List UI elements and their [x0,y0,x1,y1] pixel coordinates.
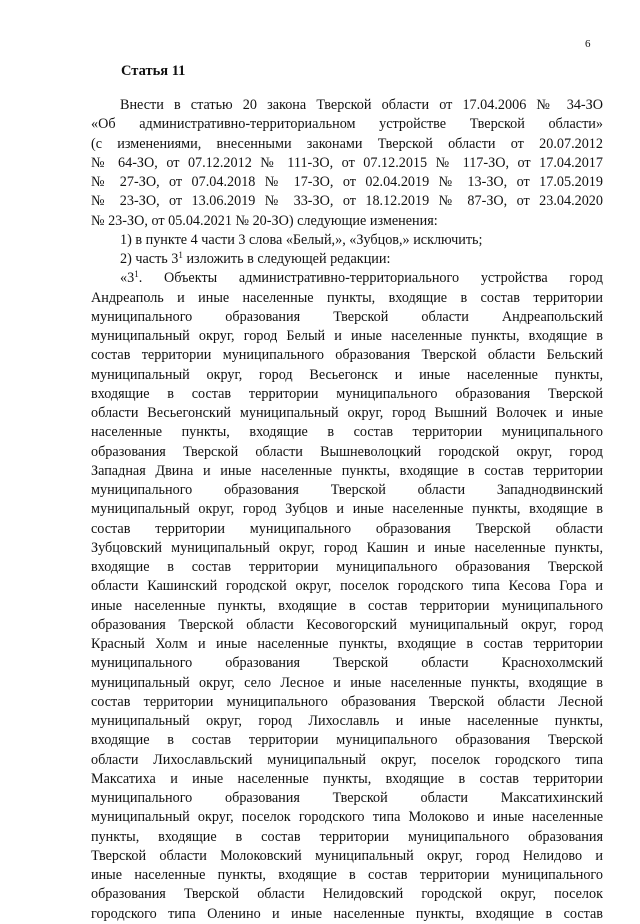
article-body [91,96,603,924]
text-line: образования Тверской области Нелидовский городской округ, поселок [91,886,603,903]
text-line: муниципального образования Тверской области Андреапольский [91,308,603,325]
text-line: Максатиха и иные населенные пункты, входящие в состав территории [91,770,603,787]
text-line: муниципальный округ, город Лихославль и иные населенные пункты, [91,713,603,729]
text-line: входящие в состав территории муниципального образования Тверской [91,385,603,402]
text-line: 1) в пункте 4 части 3 слова «Белый,», «Зубцов,» исключить; [120,231,483,248]
text-line: муниципального образования Тверской области Максатихинский [91,790,603,806]
text-line: муниципального образования Тверской области Западнодвинский [91,482,603,498]
text-line: муниципальный округ, город Зубцов и иные населенные пункты, входящие в [91,501,603,518]
text-line: образования Тверской области Вышневолоцкий городской округ, город [91,443,603,460]
page-number: 6 [585,38,591,50]
text-line: пункты, входящие в состав территории муниципального образования [91,828,603,845]
text-line: муниципального образования Тверской области Краснохолмский [91,655,603,672]
text-line: состав территории муниципального образования Тверской области Бельский [91,347,603,364]
text-line: муниципальный округ, село Лесное и иные населенные пункты, входящие в [91,674,603,691]
text-line: муниципальный округ, поселок городского типа Молоково и иные населенные [91,809,603,826]
text-line: области Лихославльский муниципальный округ, поселок городского типа [91,751,603,768]
text-line: (с изменениями, внесенными законами Тверской области от 20.07.2012 [91,135,603,152]
text-line: 2) часть $3^1$ изложить в следующей редакции: [120,250,391,267]
text-line: образования Тверской области Кесовогорский муниципальный округ, город [91,616,603,633]
text-line: «$3^1$. Объекты административно-территориального устройства город [120,269,603,287]
text-line: населенные пункты, входящие в состав территории муниципального [91,424,603,441]
text-line: Андреаполь и иные населенные пункты, входящие в состав территории [91,289,603,306]
article-heading: Статья 11 [121,63,186,79]
text-line: Тверской области Молоковский муниципальный округ, город Нелидово и [91,847,603,864]
text-line: № 23-ЗО, от 05.04.2021 № 20-ЗО) следующие изменения: [91,212,438,229]
text-line: иные населенные пункты, входящие в состав территории муниципального [91,597,603,614]
superscript: 1 [178,250,183,260]
text-line: области Весьегонский муниципальный округ, город Вышний Волочек и иные [91,405,603,421]
text-line: входящие в состав территории муниципального образования Тверской [91,559,603,575]
text-line: № 27-ЗО, от 07.04.2018 № 17-ЗО, от 02.04.2019 № 13-ЗО, от 17.05.2019 [91,174,603,190]
text-line: Красный Холм и иные населенные пункты, входящие в состав территории [91,636,603,652]
text-line: состав территории муниципального образования Тверской области Лесной [91,693,603,710]
text-line: № 23-ЗО, от 13.06.2019 № 33-ЗО, от 18.12.2019 № 87-ЗО, от 23.04.2020 [91,193,603,210]
text-line: Западная Двина и иные населенные пункты, входящие в состав территории [91,462,603,479]
text-line: Внести в статью 20 закона Тверской области от 17.04.2006 № 34-ЗО [120,97,603,113]
text-line: входящие в состав территории муниципального образования Тверской [91,732,603,749]
text-line: № 64-ЗО, от 07.12.2012 № 111-ЗО, от 07.12.2015 № 117-ЗО, от 17.04.2017 [91,154,603,171]
text-line: «Об административно-территориальном устройстве Тверской области» [91,116,603,133]
text-line: Зубцовский муниципальный округ, город Кашин и иные населенные пункты, [91,539,603,556]
text-line: муниципальный округ, город Весьегонск и иные населенные пункты, [91,366,603,383]
text-line: иные населенные пункты, входящие в состав территории муниципального [91,867,603,883]
superscript: 1 [134,269,139,280]
text-line: городского типа Оленино и иные населенные пункты, входящие в состав [91,905,603,922]
text-line: области Кашинский городской округ, поселок городского типа Кесова Гора и [91,578,603,595]
text-line: состав территории муниципального образования Тверской области [91,520,603,537]
text-line: муниципальный округ, город Белый и иные населенные пункты, входящие в [91,328,603,344]
